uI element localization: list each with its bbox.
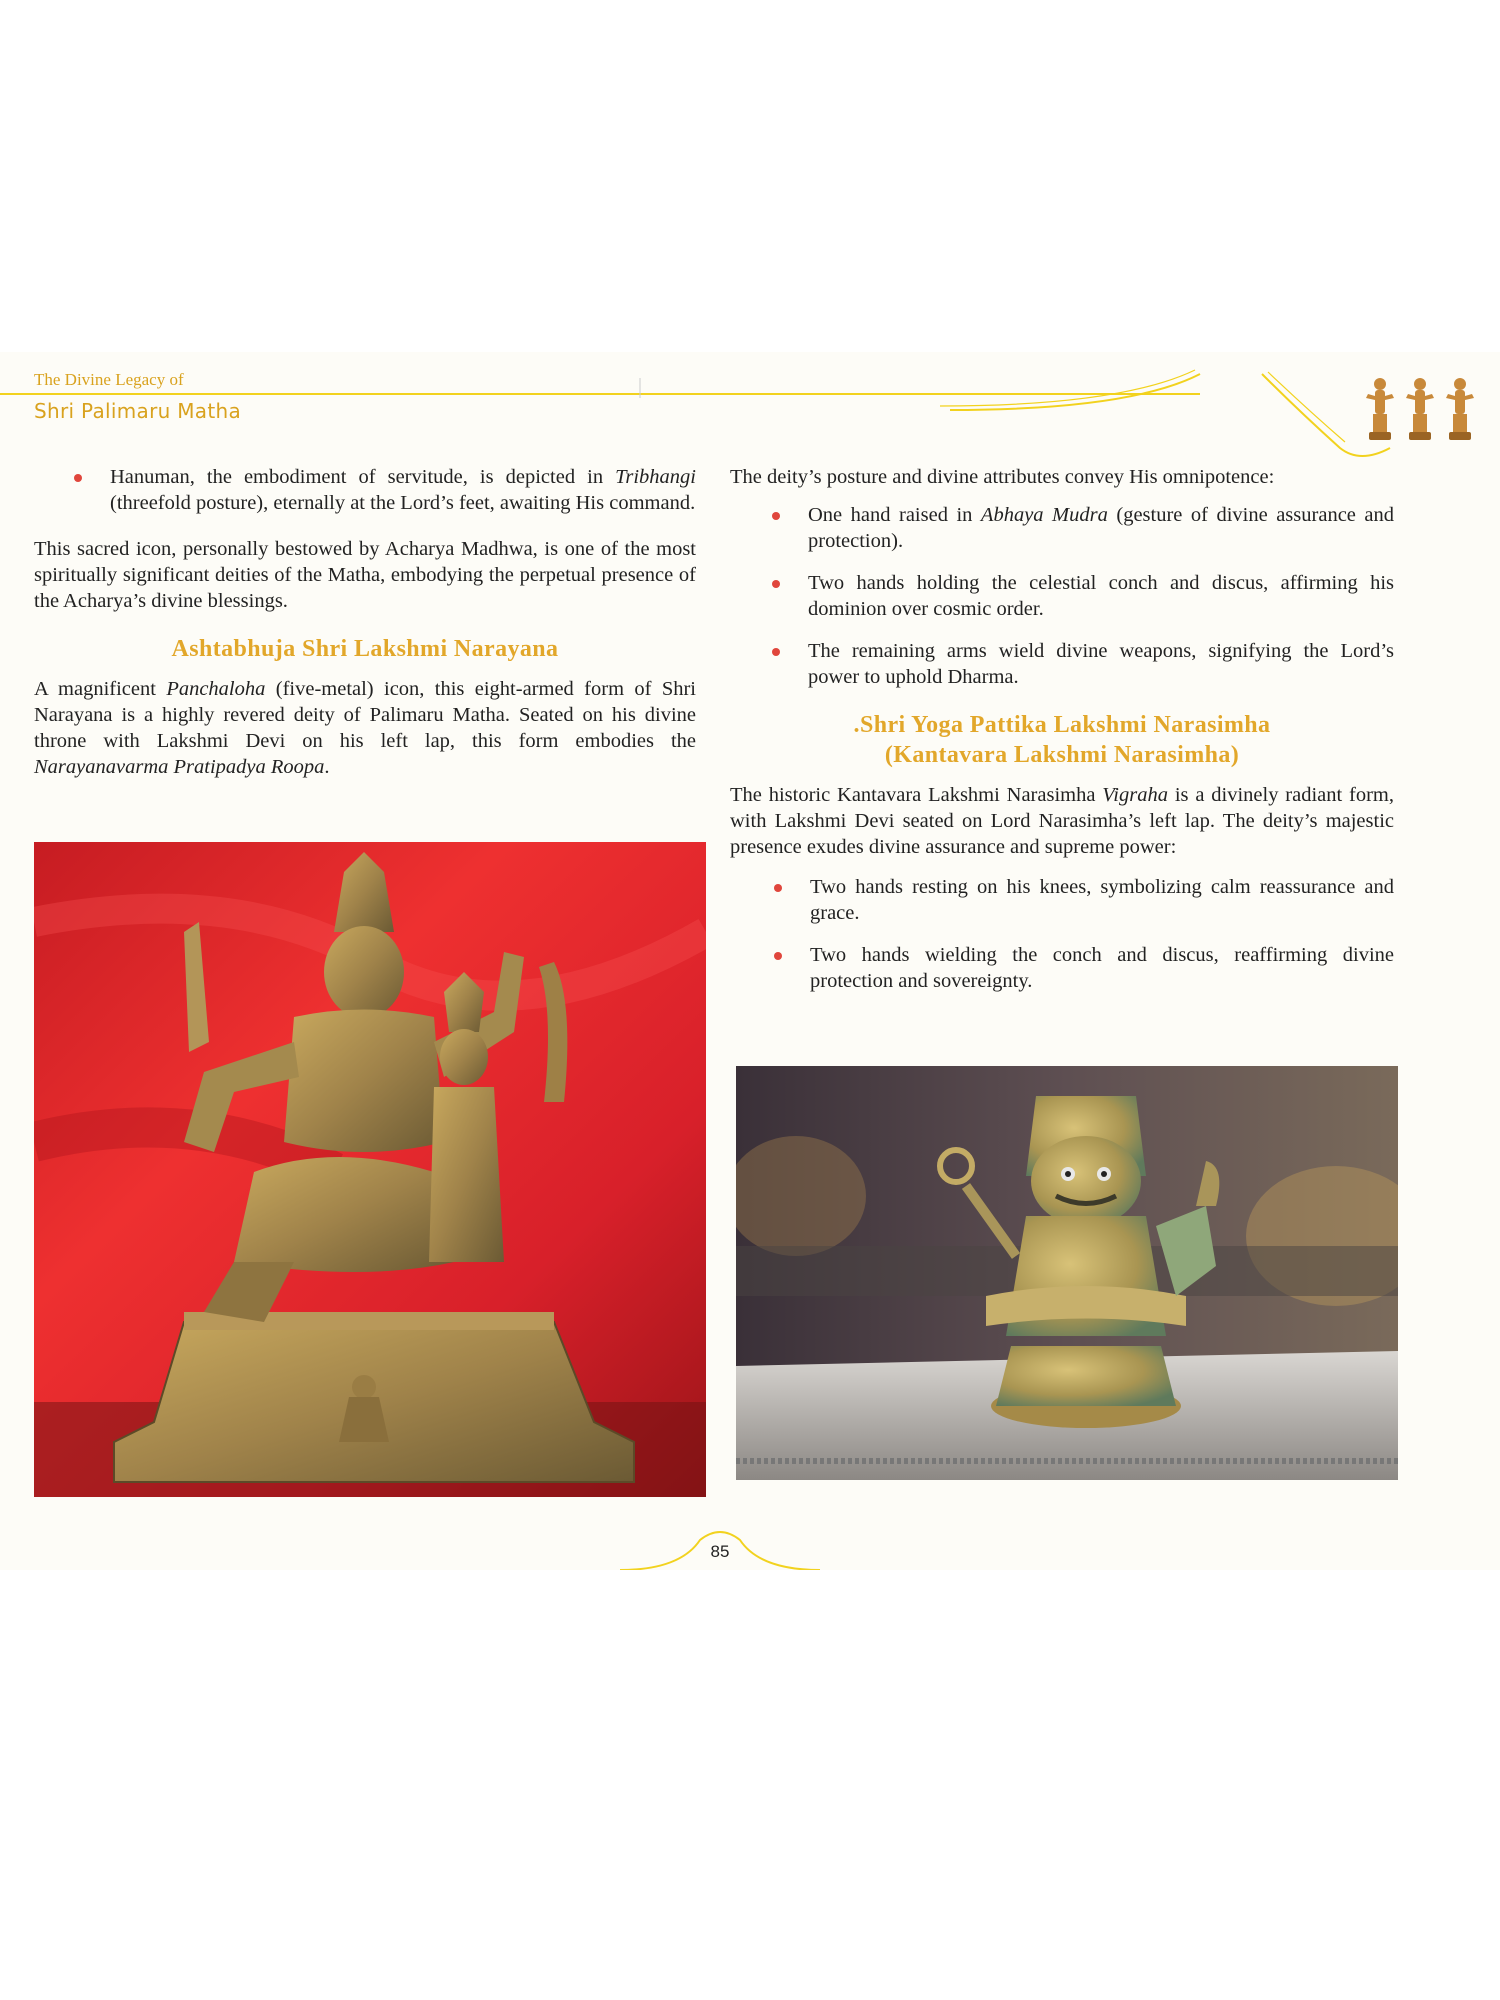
heading-line: .Shri Yoga Pattika Lakshmi Narasimha bbox=[853, 712, 1271, 738]
paragraph-text: A magnificent bbox=[34, 678, 167, 700]
paragraph-emphasis: Panchaloha bbox=[166, 678, 266, 700]
bullet-text: Two hands wielding the conch and discus, reaffirming divine protection and sovereignty. bbox=[810, 944, 1394, 992]
list-item bbox=[730, 942, 1394, 994]
bullet-text: Two hands resting on his knees, symbolizing calm reassurance and grace. bbox=[810, 876, 1394, 924]
page-number: 85 bbox=[710, 1542, 730, 1561]
bullet-text: (gesture of divine assurance and protection). bbox=[808, 504, 1394, 552]
lakshmi-narasimha-photo bbox=[736, 1066, 1398, 1480]
list-item bbox=[730, 502, 1394, 554]
list-item bbox=[34, 464, 696, 516]
paragraph-text: (five-metal) icon, this eight-armed form of Shri Narayana is a highly revered deity of Palimaru Matha. Seated on his divine throne with Lakshmi Devi on his left lap, this form embodies the bbox=[34, 678, 696, 752]
bullet-text: Two hands holding the celestial conch and discus, affirming his dominion over cosmic order. bbox=[808, 572, 1394, 620]
paragraph-emphasis: Vigraha bbox=[1102, 784, 1168, 806]
paragraph-text: The historic Kantavara Lakshmi Narasimha bbox=[730, 784, 1103, 806]
heading-line: (Kantavara Lakshmi Narasimha) bbox=[884, 742, 1240, 768]
header-series-title: The Divine Legacy of bbox=[34, 370, 184, 389]
list-item bbox=[730, 638, 1394, 690]
hanuman-bullet-list bbox=[34, 464, 696, 516]
section-heading-lakshmi-narayana: Ashtabhuja Shri Lakshmi Narayana bbox=[171, 636, 559, 662]
header-book-title: Shri Palimaru Matha bbox=[34, 399, 242, 423]
bullet-text: Hanuman, the embodiment of servitude, is depicted in bbox=[110, 466, 616, 488]
bullet-emphasis: Abhaya Mudra bbox=[980, 504, 1108, 526]
book-page bbox=[0, 352, 1500, 1570]
panchaloha-paragraph bbox=[34, 676, 696, 780]
narasimha-bullet-list bbox=[730, 874, 1394, 994]
lakshmi-narayana-photo bbox=[34, 842, 706, 1497]
bullet-icon bbox=[772, 648, 780, 656]
bullet-text: One hand raised in bbox=[808, 504, 981, 526]
bullet-icon bbox=[772, 580, 780, 588]
attributes-bullet-list bbox=[730, 502, 1394, 690]
list-item bbox=[730, 874, 1394, 926]
paragraph-emphasis: Narayanavarma Pratipadya Roopa bbox=[34, 756, 325, 778]
paragraph-text: is a divinely radiant form, with Lakshmi Devi seated on Lord Narasimha’s left lap. The deity’s majestic presence exudes divine assurance and supreme power: bbox=[730, 784, 1394, 858]
icon-paragraph: This sacred icon, personally bestowed by Acharya Madhwa, is one of the most spiritually significant deities of the Matha, embodying the perpetual presence of the Acharya’s divine blessings. bbox=[34, 538, 696, 612]
bullet-icon bbox=[774, 884, 782, 892]
bullet-icon bbox=[74, 474, 82, 482]
bullet-icon bbox=[772, 512, 780, 520]
bullet-text: (threefold posture), eternally at the Lord’s feet, awaiting His command. bbox=[110, 492, 696, 514]
section-heading-narasimha bbox=[730, 710, 1394, 770]
kantavara-paragraph bbox=[730, 782, 1394, 860]
right-column bbox=[730, 464, 1394, 994]
bullet-icon bbox=[774, 952, 782, 960]
idol-figures-icon bbox=[1358, 374, 1488, 446]
left-column bbox=[34, 464, 696, 780]
list-item bbox=[730, 570, 1394, 622]
attributes-intro: The deity’s posture and divine attributes convey His omnipotence: bbox=[730, 466, 1275, 488]
bullet-emphasis: Tribhangi bbox=[615, 466, 696, 488]
bullet-text: The remaining arms wield divine weapons, signifying the Lord’s power to uphold Dharma. bbox=[808, 640, 1394, 688]
paragraph-text: . bbox=[324, 756, 330, 778]
